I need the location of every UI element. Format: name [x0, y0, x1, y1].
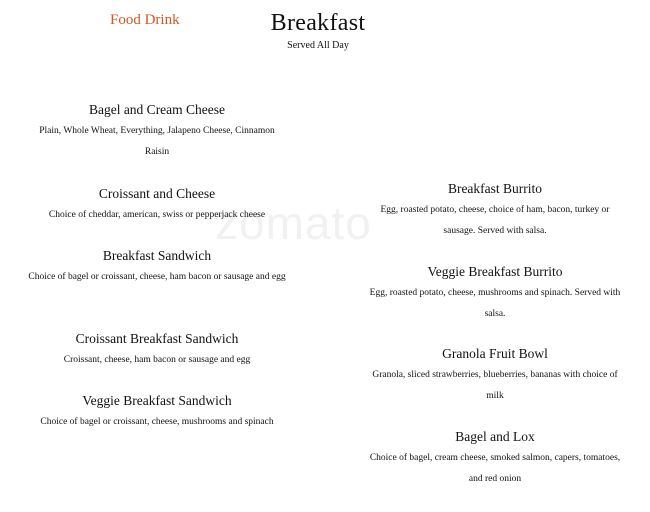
menu-item-name: Croissant and Cheese [98, 186, 216, 201]
menu-item-name: Breakfast Sandwich [102, 248, 212, 263]
menu-item-description: Granola, sliced strawberries, blueberries, bananas with choice of milk [372, 370, 618, 401]
page-title: Breakfast [270, 10, 366, 36]
menu-item-name: Breakfast Burrito [447, 181, 543, 196]
menu-item-veggie-breakfast-burrito [368, 263, 622, 325]
menu-item-description: Choice of bagel or croissant, cheese, ham bacon or sausage and egg [28, 272, 286, 282]
menu-item-breakfast-burrito [368, 180, 622, 242]
menu-item-croissant-breakfast-sandwich [28, 330, 286, 371]
menu-item-description: Choice of bagel or croissant, cheese, mushrooms and spinach [40, 417, 274, 427]
menu-item-description: Choice of bagel, cream cheese, smoked salmon, capers, tomatoes, and red onion [369, 453, 621, 484]
menu-item-croissant-cheese [28, 185, 286, 226]
page-subtitle: Served All Day [287, 40, 349, 51]
menu-item-name: Veggie Breakfast Sandwich [82, 393, 232, 408]
menu-item-description: Croissant, cheese, ham bacon or sausage and egg [63, 355, 251, 365]
menu-item-name: Bagel and Cream Cheese [88, 102, 226, 117]
menu-item-description: Choice of cheddar, american, swiss or pepperjack cheese [48, 210, 266, 220]
category-label: Food Drink [110, 12, 180, 28]
menu-item-description: Plain, Whole Wheat, Everything, Jalapeno Cheese, Cinnamon Raisin [39, 126, 275, 157]
menu-item-name: Croissant Breakfast Sandwich [75, 331, 239, 346]
menu-item-description: Egg, roasted potato, cheese, choice of ham, bacon, turkey or sausage. Served with salsa. [380, 205, 610, 236]
menu-item-name: Bagel and Lox [455, 429, 535, 444]
menu-item-bagel-cream-cheese [28, 101, 286, 163]
menu-item-description: Egg, roasted potato, cheese, mushrooms and spinach. Served with salsa. [369, 288, 621, 319]
menu-item-breakfast-sandwich [28, 247, 286, 288]
zomato-watermark: zomato [215, 197, 372, 249]
menu-item-name: Granola Fruit Bowl [442, 346, 548, 361]
menu-item-name: Veggie Breakfast Burrito [427, 264, 563, 279]
menu-item-granola-fruit-bowl [368, 345, 622, 407]
menu-item-bagel-lox [368, 428, 622, 490]
menu-item-veggie-breakfast-sandwich [28, 392, 286, 433]
